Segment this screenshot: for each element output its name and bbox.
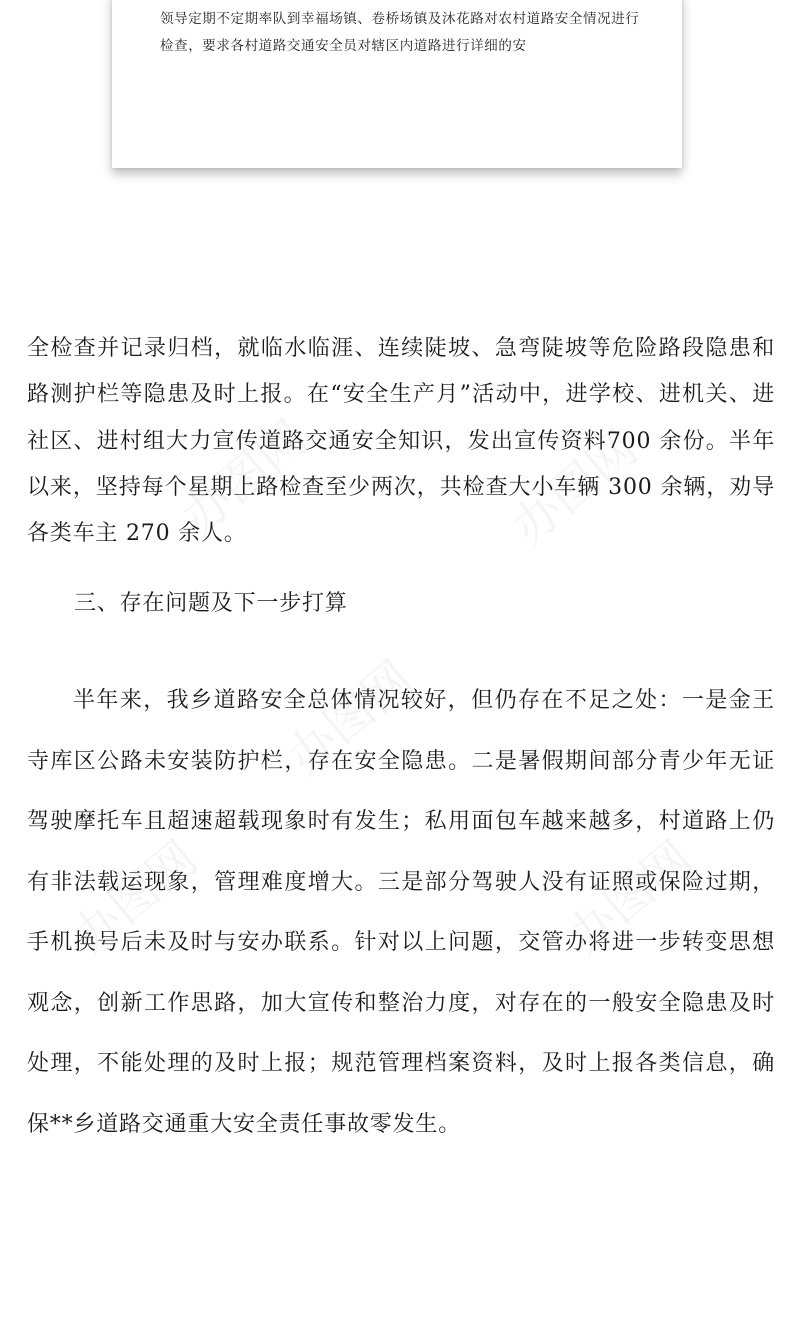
body-paragraph-1: 全检查并记录归档，就临水临涯、连续陡坡、急弯陡坡等危险路段隐患和路测护栏等隐患及时上报。在“安全生产月”活动中，进学校、进机关、进社区、进村组大力宣传道路交通安全知识，发出宣传资料700 余份。半年以来，坚持每个星期上路检查至少两次，共检查大小车辆 300 余辆，劝导各类车主 270 余人。 <box>27 336 775 547</box>
previous-page-card <box>112 0 682 168</box>
card-paragraph: 领导定期不定期率队到幸福场镇、卷桥场镇及沐花路对农村道路安全情况进行检查，要求各村道路交通安全员对辖区内道路进行详细的安 <box>160 11 640 54</box>
body-paragraph-2: 半年来，我乡道路安全总体情况较好，但仍存在不足之处：一是金王寺库区公路未安装防护栏，存在安全隐患。二是暑假期间部分青少年无证驾驶摩托车且超速超载现象时有发生；私用面包车越来越多，村道路上仍有非法载运现象，管理难度增大。三是部分驾驶人没有证照或保险过期，手机换号后未及时与安办联系。针对以上问题，交管办将进一步转变思想观念，创新工作思路，加大宣传和整治力度，对存在的一般安全隐患及时处理，不能处理的及时上报；规范管理档案资料，及时上报各类信息，确保**乡道路交通重大安全责任事故零发生。 <box>27 688 775 1137</box>
section-heading: 三、存在问题及下一步打算 <box>74 591 348 616</box>
